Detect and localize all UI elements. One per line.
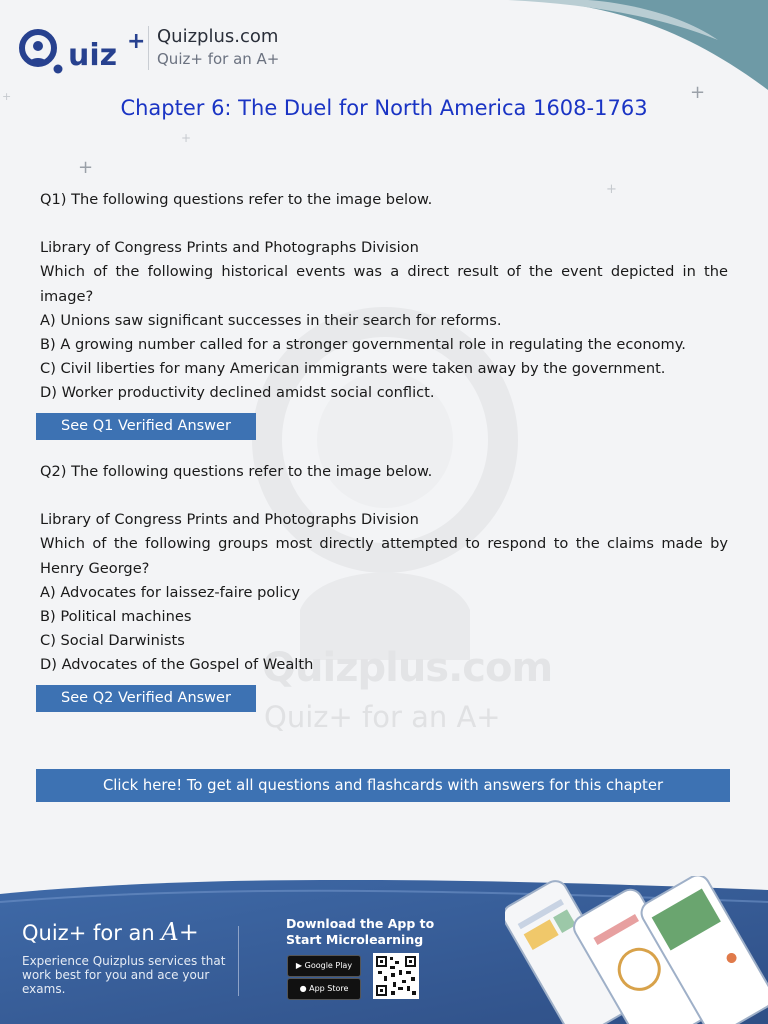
chapter-title: Chapter 6: The Duel for North America 1608-1763 [120,96,648,120]
question-source: Library of Congress Prints and Photographs Division [40,511,419,529]
footer-title [22,918,199,946]
plus-icon: + [690,82,706,103]
question-2 [40,460,728,678]
question-prompt: Q2) The following questions refer to the image below. [40,463,433,480]
app-store-label: App Store [309,984,349,993]
footer-title-prefix: Quiz+ for an [22,921,162,945]
watermark-text: Quizplus.com [262,645,553,691]
question-source: Library of Congress Prints and Photographs Division [40,239,419,257]
footer-download-text: Download the App to Start Microlearning [286,916,435,947]
question-1 [40,188,728,406]
option-a: A) Advocates for laissez-faire policy [40,583,301,601]
footer-title-aplus: A+ [161,918,199,946]
quizplus-logo-icon[interactable] [16,26,146,76]
question-prompt: Q1) The following questions refer to the image below. [40,191,433,208]
option-c: C) Civil liberties for many American immigrants were taken away by the government. [40,360,666,378]
option-c: C) Social Darwinists [40,632,185,650]
plus-icon: + [2,90,12,103]
app-phones-illustration [505,876,768,1024]
see-q2-answer-button[interactable]: See Q2 Verified Answer [36,685,256,712]
apple-icon: ● [299,984,307,993]
option-a: A) Unions saw significant successes in their search for reforms. [40,311,502,329]
see-q1-answer-button[interactable]: See Q1 Verified Answer [36,413,256,440]
option-b: B) Political machines [40,608,192,626]
get-all-questions-button[interactable]: Click here! To get all questions and flashcards with answers for this chapter [36,769,730,802]
brand-name[interactable]: Quizplus.com [157,26,279,47]
option-d: D) Worker productivity declined amidst social conflict. [40,384,435,402]
logo-divider [148,26,149,70]
option-d: D) Advocates of the Gospel of Wealth [40,656,314,674]
svg-text:+: + [127,29,146,54]
footer-separator [238,926,239,996]
google-play-button[interactable] [287,955,361,977]
qr-code-icon[interactable] [373,953,419,999]
plus-icon: + [78,157,94,178]
app-store-button[interactable] [287,978,361,1000]
google-play-label: Google Play [304,961,353,970]
question-text: Which of the following groups most directly attempted to respond to the claims made by Henry George? [40,535,728,577]
svg-text:uiz: uiz [68,38,118,73]
plus-icon: + [181,131,192,145]
footer-description: Experience Quizplus services that work best for you and ace your exams. [22,954,226,996]
watermark-subtext: Quiz+ for an A+ [264,700,501,734]
play-icon: ▶ [295,961,303,970]
plus-icon: + [606,182,617,197]
brand-tagline: Quiz+ for an A+ [157,50,280,68]
question-text: Which of the following historical events was a direct result of the event depicted in the image? [40,263,728,305]
option-b: B) A growing number called for a stronger governmental role in regulating the economy. [40,336,686,354]
